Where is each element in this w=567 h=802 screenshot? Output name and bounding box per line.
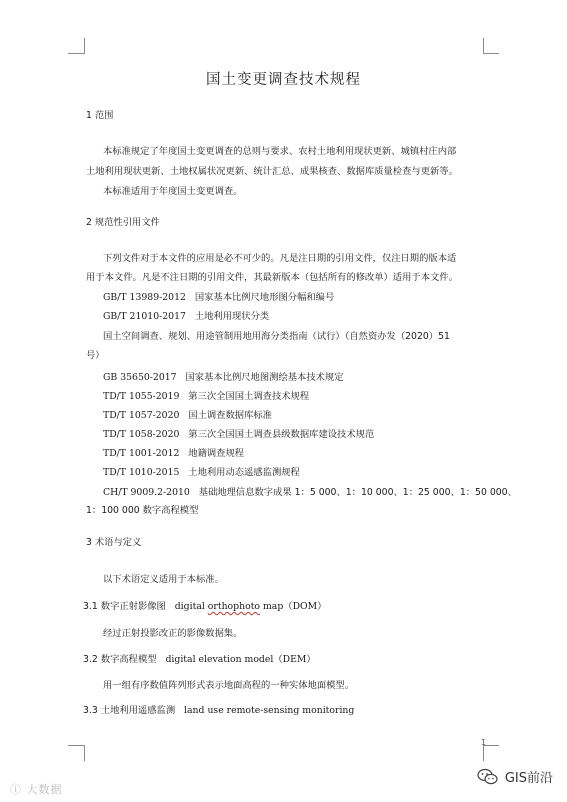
term-3-1-definition: 经过正射投影改正的影像数据集。 [103,628,243,639]
term-number: 3.1 [83,601,98,612]
scope-paragraph-line-1: 本标准规定了年度国土变更调查的总则与要求、农村土地利用现状更新、城镇村庄内部 [103,146,457,157]
reference-code: 号） [86,350,105,361]
term-chinese: 数字正射影像图 [100,601,166,612]
reference-title: 国家基本比例尺地形图分幅和编号 [194,292,335,303]
wechat-icon [477,768,499,786]
reference-title: 土地利用动态遥感监测规程 [188,467,300,478]
reference-item-continuation [86,350,105,362]
crop-mark-top-left-v [84,38,85,54]
term-number: 3.3 [83,705,98,716]
crop-mark-top-right-v [483,38,484,54]
reference-item [103,391,309,403]
term-chinese: 数字高程模型 [100,654,157,665]
scope-paragraph-2: 本标准适用于年度国土变更调查。 [103,186,243,197]
term-3-2-definition: 用一组有序数值阵列形式表示地面高程的一种实体地面模型。 [103,680,355,691]
reference-code: GB 35650-2017 [103,372,177,383]
page-number: 1 [481,738,487,747]
reference-code: GB/T 21010-2017 [103,311,186,322]
reference-item [103,311,269,323]
reference-code: TD/T 1058-2020 [103,429,180,440]
term-3-3 [83,705,354,717]
term-3-1 [83,601,327,613]
reference-item [103,467,300,479]
reference-code: 1：100 000 数字高程模型 [86,505,199,516]
watermark-right [477,767,553,786]
reference-item [103,292,334,304]
spellcheck-underlined-word: orthophoto [207,601,261,612]
reference-title: 第三次全国国土调查技术规程 [188,391,310,402]
term-3-2 [83,654,316,666]
reference-code: 国土空间调查、规划、用途管制用地用海分类指南（试行）（自然资办发（2020）51 [103,331,450,342]
watermark-left-text: 大数据 [26,783,63,796]
reference-code: TD/T 1055-2019 [103,391,180,402]
reference-item-continuation [86,505,198,517]
section-heading-terms: 3 术语与定义 [86,537,142,548]
reference-item [103,448,244,460]
reference-code: CH/T 9009.2-2010 [103,487,190,498]
term-english [175,601,327,612]
reference-title: 国土调查数据库标准 [188,410,272,421]
reference-code: TD/T 1001-2012 [103,448,180,459]
watermark-right-text: GIS前沿 [504,771,553,786]
reference-title: 地籍调查规程 [188,448,245,459]
watermark-logo-icon: ⓘ [10,783,22,796]
term-english: land use remote-sensing monitoring [184,705,355,716]
crop-mark-bottom-right-v [483,745,484,761]
normative-paragraph-line-2: 用于本文件。凡是不注日期的引用文件，其最新版本（包括所有的修改单）适用于本文件。 [86,272,458,283]
section-heading-normative: 2 规范性引用文件 [86,217,160,228]
reference-code: TD/T 1057-2020 [103,410,180,421]
reference-title: 第三次全国国土调查县级数据库建设技术规范 [188,429,375,440]
term-english: digital elevation model（DEM） [165,654,316,665]
terms-intro: 以下术语定义适用于本标准。 [103,574,224,585]
reference-code: GB/T 13989-2012 [103,292,186,303]
document-title: 国土变更调查技术规程 [206,72,361,88]
crop-mark-bottom-left-v [84,745,85,761]
reference-code: TD/T 1010-2015 [103,467,180,478]
crop-mark-bottom-left-h [68,745,84,746]
term-english-part: digital [174,601,208,612]
watermark-left [10,781,63,797]
scope-paragraph-line-2: 土地利用现状更新、土地权属状况更新、统计汇总、成果核查、数据库质量检查与更新等。 [86,166,458,177]
term-chinese: 土地利用遥感监测 [100,705,176,716]
reference-item [103,331,450,343]
crop-mark-top-left-h [68,53,84,54]
reference-title: 基础地理信息数字成果 1：5 000、1：10 000、1：25 000、1：50 000、 [198,487,517,498]
normative-paragraph-line-1: 下列文件对于本文件的应用是必不可少的。凡是注日期的引用文件，仅注日期的版本适 [103,253,457,264]
crop-mark-top-right-h [483,53,499,54]
reference-item [103,372,344,384]
reference-item [103,429,374,441]
reference-item [103,410,272,422]
term-english-part: map（DOM） [260,601,327,612]
reference-title: 土地利用现状分类 [194,311,270,322]
term-number: 3.2 [83,654,98,665]
section-heading-scope: 1 范围 [86,110,114,121]
reference-item [103,487,517,499]
reference-title: 国家基本比例尺地图测绘基本技术规定 [185,372,344,383]
